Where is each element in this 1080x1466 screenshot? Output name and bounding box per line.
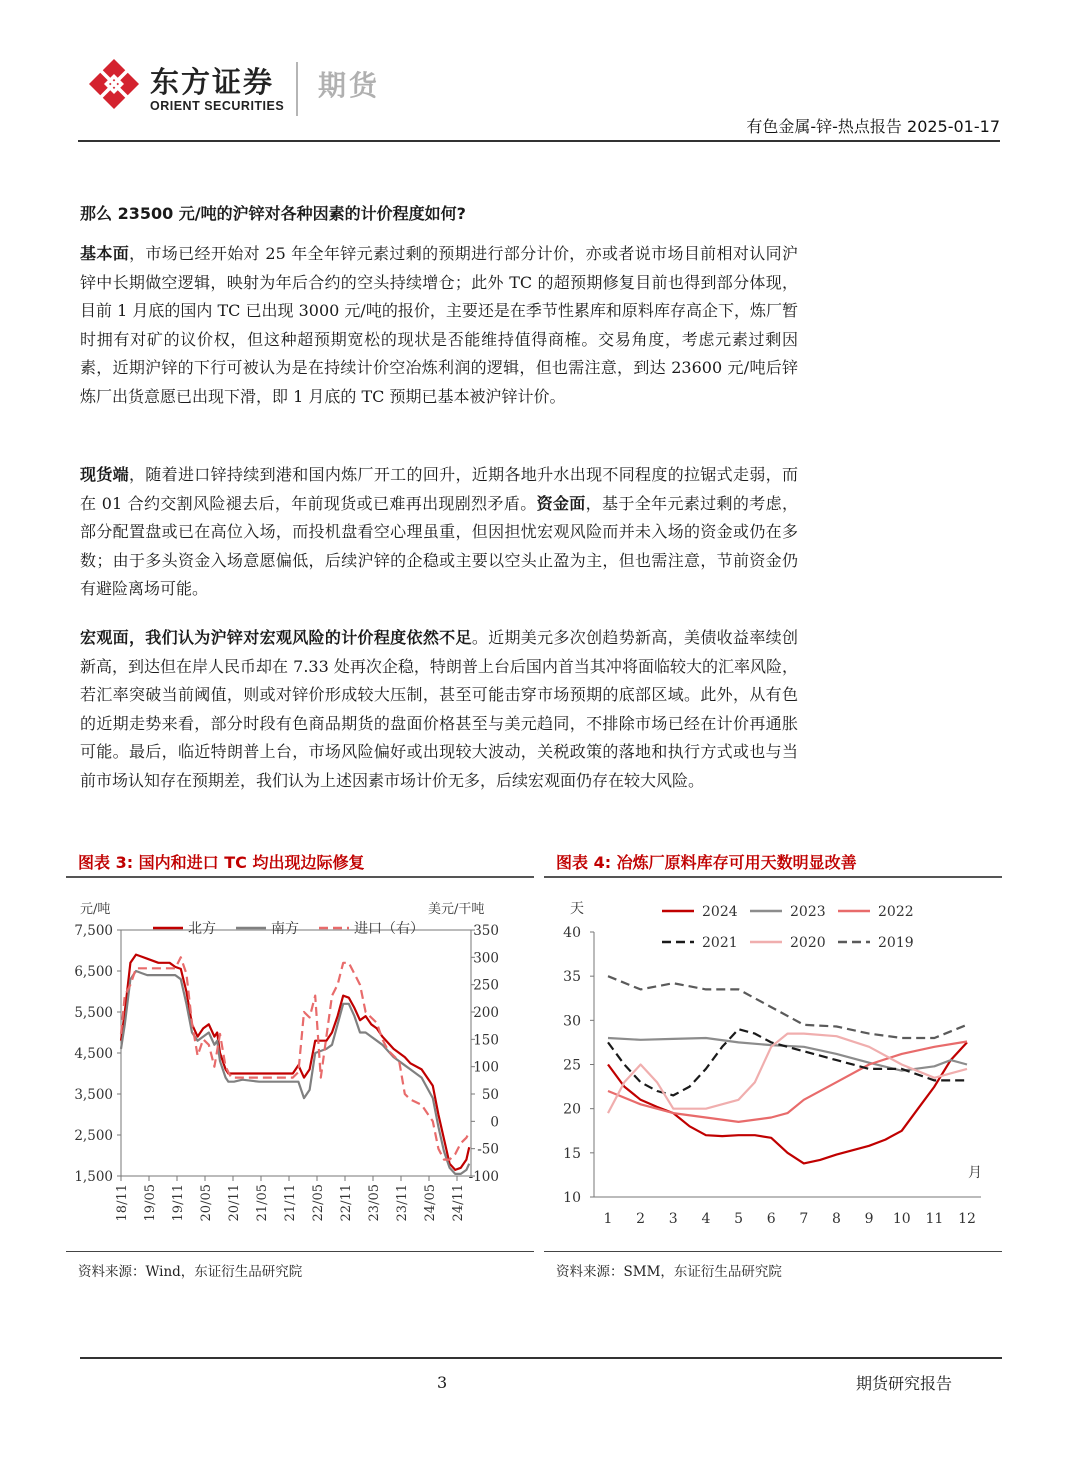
section-question: 那么 23500 元/吨的沪锌对各种因素的计价程度如何?	[80, 204, 466, 223]
x-tick-label: 19/11	[171, 1184, 186, 1222]
y-tick-left-label: 5,500	[74, 1005, 113, 1021]
x-tick-label: 21/11	[283, 1184, 298, 1222]
footer-divider	[80, 1357, 1002, 1359]
brand-separator	[296, 62, 298, 116]
figure-4-source: 资料来源：SMM，东证衍生品研究院	[556, 1264, 782, 1280]
legend-label: 2023	[790, 904, 826, 920]
legend-label: 2022	[878, 904, 914, 920]
paragraph-macro	[80, 624, 798, 795]
report-meta: 有色金属-锌-热点报告 2025-01-17	[746, 117, 1000, 136]
figure-3-title: 图表 3: 国内和进口 TC 均出现边际修复	[78, 853, 365, 872]
y-tick-label: 25	[563, 1057, 581, 1074]
legend-label: 2019	[878, 935, 914, 951]
series-line-2022	[608, 1042, 967, 1122]
x-tick-label: 8	[831, 1211, 841, 1227]
y-tick-right-label: 50	[481, 1087, 499, 1103]
figure-4-top-rule	[544, 876, 1002, 878]
paragraph-lead: 资金面	[536, 493, 586, 513]
paragraph-body: 。近期美元多次创趋势新高，美债收益率续创新高，到达但在岸人民币却在 7.33 处再次企稳，特朗普上台后国内首当其冲将面临较大的汇率风险，若汇率突破当前阈值，则或对锌价形成较大压制，甚至可能击穿市场预期的底部区域。此外，从有色的近期走势来看，部分时段有色商品期货的盘面价格甚至与美元趋同，不排除市场已经在计价再通胀可能。最后，临近特朗普上台，市场风险偏好或出现较大波动，关税政策的落地和执行方式或也与当前市场认知存在预期差，我们认为上述因素市场计价无多，后续宏观面仍存在较大风险。	[80, 628, 798, 790]
x-tick-label: 18/11	[115, 1184, 130, 1222]
brand-name-en: ORIENT SECURITIES	[150, 99, 285, 113]
figure-4-title: 图表 4: 冶炼厂原料库存可用天数明显改善	[556, 853, 857, 872]
y-tick-left-label: 1,500	[74, 1169, 113, 1185]
paragraph-lead: 基本面	[80, 244, 130, 263]
x-tick-label: 23/11	[395, 1184, 410, 1222]
figure-4-bottom-rule	[544, 1251, 1002, 1252]
figure-3-source: 资料来源：Wind，东证衍生品研究院	[78, 1264, 303, 1280]
y-tick-right-label: 350	[473, 923, 499, 939]
x-tick-label: 23/05	[367, 1184, 382, 1222]
y-tick-left-label: 3,500	[74, 1087, 113, 1103]
paragraph-lead: 现货端	[80, 465, 129, 484]
y-tick-right-label: 150	[473, 1032, 499, 1049]
y-tick-right-label: 100	[473, 1059, 499, 1076]
x-tick-label: 21/05	[255, 1184, 270, 1222]
x-tick-label: 19/05	[143, 1184, 158, 1222]
y-axis-right-label: 美元/干吨	[428, 902, 485, 917]
x-tick-label: 4	[701, 1211, 711, 1227]
figure-4-chart	[544, 880, 1002, 1245]
paragraph-spot-and-funds	[80, 461, 798, 604]
page-number: 3	[437, 1373, 448, 1392]
y-tick-left-label: 6,500	[74, 964, 113, 980]
y-tick-label: 35	[563, 969, 581, 986]
series-line-2019	[608, 976, 967, 1038]
legend-label: 进口（右）	[354, 921, 424, 937]
y-tick-label: 40	[563, 925, 581, 941]
y-tick-left-label: 2,500	[74, 1128, 113, 1144]
y-tick-right-label: 250	[473, 977, 499, 994]
x-tick-label: 24/05	[423, 1184, 438, 1222]
x-tick-label: 10	[892, 1211, 911, 1227]
legend-label: 北方	[188, 921, 216, 937]
division-label: 期货	[318, 69, 381, 102]
x-tick-label: 9	[864, 1211, 874, 1227]
paragraph-body: ，基于全年元素过剩的考虑，部分配置盘或已在高位入场，而投机盘看空心理虽重，但因担忧宏观风险而并未入场的资金或仍在多数；由于多头资金入场意愿偏低，后续沪锌的企稳或主要以空头止盈为主，但也需注意，节前资金仍有避险离场可能。	[80, 493, 798, 598]
figure-3-chart	[66, 880, 534, 1245]
brand-name-cn: 东方证券	[150, 65, 275, 99]
x-tick-label: 6	[766, 1211, 776, 1227]
y-tick-label: 15	[563, 1145, 581, 1162]
figure-3-bottom-rule	[66, 1251, 534, 1252]
x-tick-label: 24/11	[451, 1184, 466, 1222]
legend-label: 2020	[790, 935, 826, 951]
y-axis-label: 天	[570, 901, 584, 917]
paragraph-fundamentals	[80, 240, 798, 411]
series-line-南方	[121, 971, 469, 1174]
paragraph-body: ，市场已经开始对 25 年全年锌元素过剩的预期进行部分计价，亦或者说市场目前相对认同沪锌中长期做空逻辑，映射为年后合约的空头持续增仓；此外 TC 的超预期修复目前也得到部分体现，目前 1 月底的国内 TC 已出现 3000 元/吨的报价，主要还是在季节性累库和原料库存高企下，炼厂暂时拥有对矿的议价权，但这种超预期宽松的现状是否能维持值得商榷。交易角度，考虑元素过剩因素，近期沪锌的下行可被认为是在持续计价空冶炼利润的逻辑，但也需注意，到达 23600 元/吨后锌炼厂出货意愿已出现下滑，即 1 月底的 TC 预期已基本被沪锌计价。	[80, 244, 798, 406]
legend-label: 2024	[702, 904, 738, 920]
paragraph-lead: 宏观面，我们认为沪锌对宏观风险的计价程度依然不足	[80, 628, 472, 647]
y-tick-left-label: 4,500	[74, 1046, 113, 1062]
y-tick-right-label: -50	[477, 1141, 499, 1158]
y-tick-label: 10	[563, 1190, 581, 1206]
y-axis-left-label: 元/吨	[80, 902, 111, 917]
series-line-2024	[608, 1042, 967, 1163]
y-tick-right-label: -100	[468, 1169, 499, 1185]
orient-securities-logo-icon	[88, 58, 140, 110]
series-line-北方	[121, 955, 469, 1170]
x-tick-label: 11	[925, 1211, 944, 1227]
y-tick-right-label: 0	[490, 1114, 499, 1131]
y-tick-right-label: 200	[473, 1005, 499, 1021]
paragraph-body: ，随着进口锌持续到港和国内炼厂开工的回升，近期各地升水出现不同程度的拉锯式走弱，而在 01 合约交割风险褪去后，年前现货或已难再出现剧烈矛盾。	[80, 465, 798, 513]
x-tick-label: 22/11	[339, 1184, 354, 1222]
x-tick-label: 20/11	[227, 1184, 242, 1222]
y-tick-right-label: 300	[473, 950, 499, 967]
x-tick-label: 3	[668, 1211, 678, 1227]
x-tick-label: 12	[958, 1211, 976, 1227]
y-tick-label: 30	[563, 1013, 581, 1030]
x-tick-label: 7	[799, 1211, 809, 1227]
footer-label: 期货研究报告	[855, 1374, 952, 1393]
x-tick-label: 20/05	[199, 1184, 214, 1222]
x-tick-label: 2	[636, 1211, 646, 1227]
x-tick-label: 5	[734, 1211, 744, 1227]
y-tick-label: 20	[563, 1101, 581, 1118]
series-line-2023	[608, 1038, 967, 1071]
y-tick-left-label: 7,500	[74, 923, 113, 939]
x-tick-label: 1	[603, 1211, 613, 1227]
header-divider	[78, 140, 1000, 142]
series-line-进口（右）	[121, 957, 469, 1159]
legend-label: 南方	[271, 921, 299, 937]
x-axis-label: 月	[968, 1165, 982, 1181]
legend-label: 2021	[702, 935, 738, 951]
x-tick-label: 22/05	[311, 1184, 326, 1222]
figure-3-top-rule	[66, 876, 534, 878]
